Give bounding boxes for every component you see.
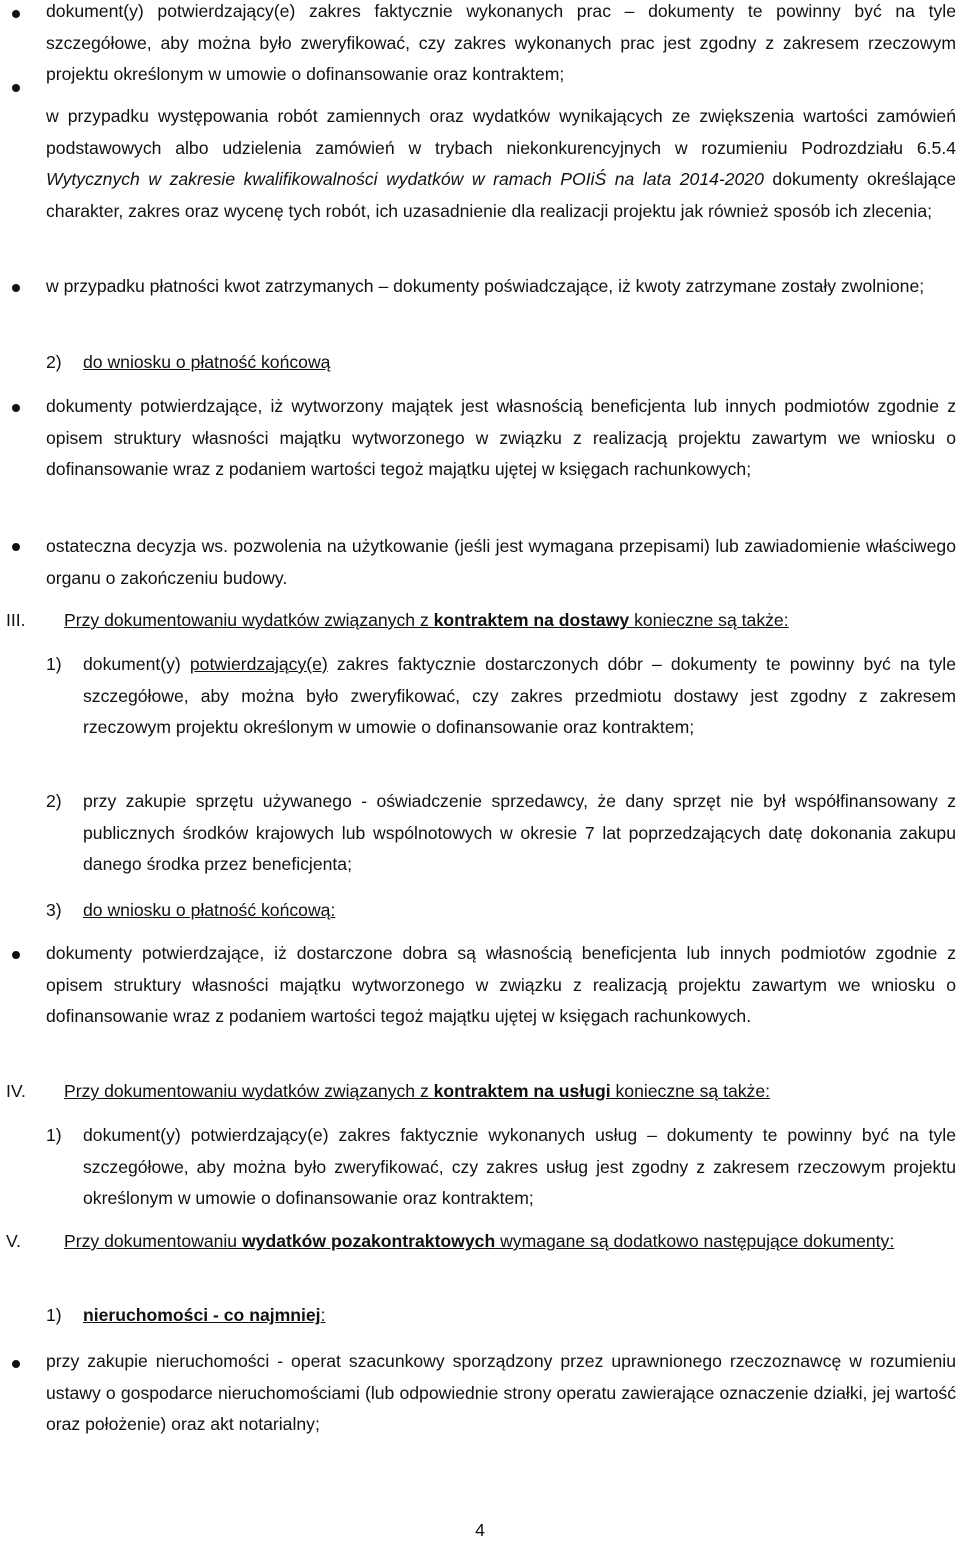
final-payment-heading: do wniosku o płatność końcową: [83, 352, 331, 372]
final-payment-heading: do wniosku o płatność końcową:: [83, 900, 336, 920]
bullet-marker: [12, 543, 20, 551]
paragraph-text: dokument(y): [83, 654, 190, 674]
heading-text: Przy dokumentowaniu wydatków związanych z: [64, 610, 434, 630]
list-number: 1): [46, 1305, 62, 1325]
bullet-marker: [12, 284, 20, 292]
heading-text: Przy dokumentowaniu wydatków związanych z: [64, 1081, 434, 1101]
paragraph-real-estate: [46, 1346, 956, 1441]
paragraph-text: dokument(y) potwierdzający(e) zakres faktycznie wykonanych usług – dokumenty te powinny być na tyle szczegółowe, aby można było zweryfikować, czy zakres usług jest zgodny z zakresem rzeczowym projektu określonym w umowie o dofinansowanie oraz kontraktem;: [83, 1125, 956, 1208]
expense-type: wydatków pozakontraktowych: [241, 1231, 496, 1251]
paragraph-text: przy zakupie nieruchomości - operat szacunkowy sporządzony przez uprawnionego rzeczoznawcę w rozumieniu ustawy o gospodarce nieruchomościami (lub odpowiednie strony operatu zawierające oznaczenie działki, jej wartość oraz położenie) oraz akt notarialny;: [46, 1351, 956, 1434]
paragraph-completed-works: [46, 0, 956, 91]
heading-text: nieruchomości - co najmniej: [83, 1305, 321, 1325]
paragraph-text: dokumenty potwierdzające, iż dostarczone dobra są własnością beneficjenta lub innych podmiotów zgodnie z opisem struktury własności majątku wytworzonego w związku z realizacją projektu zawartym we wniosku o dofinansowanie wraz z podaniem wartości tegoż majątku ujętej w księgach rachunkowych.: [46, 943, 956, 1026]
section-heading-noncontract: [64, 1226, 956, 1258]
paragraph-supplied-goods: [83, 649, 956, 744]
list-number: 2): [46, 352, 62, 372]
heading-text: konieczne są także:: [629, 610, 789, 630]
paragraph-text: przy zakupie sprzętu używanego - oświadczenie sprzedawcy, że dany sprzęt nie był współfinansowany z publicznych środków krajowych lub wspólnotowych w okresie 7 lat poprzedzających datę dokonania zakupu danego środka przez beneficjenta;: [83, 791, 956, 874]
heading-text: :: [320, 1305, 326, 1325]
heading-text: konieczne są także:: [610, 1081, 771, 1101]
bullet-marker: [12, 84, 20, 92]
heading-text: Przy dokumentowaniu: [64, 1231, 242, 1251]
heading-text: wymagane są dodatkowo następujące dokumenty:: [495, 1231, 895, 1251]
section-heading-services: [64, 1076, 770, 1108]
list-number: 1): [46, 1125, 62, 1145]
list-number: 2): [46, 791, 62, 811]
paragraph-substitute-works: [46, 101, 956, 227]
contract-type: kontraktem na usługi: [433, 1081, 611, 1101]
section-number: V.: [6, 1231, 22, 1251]
paragraph-goods-ownership: [46, 938, 956, 1033]
bullet-marker: [12, 10, 20, 18]
bullet-marker: [12, 951, 20, 959]
section-heading-supplies: [64, 605, 789, 637]
paragraph-used-equipment: [83, 786, 956, 881]
list-number: 3): [46, 900, 62, 920]
guidelines-title: Wytycznych w zakresie kwalifikowalności wydatków w ramach POIiŚ na lata 2014-2020: [46, 169, 764, 189]
paragraph-text: dokument(y) potwierdzający(e) zakres faktycznie wykonanych prac – dokumenty te powinny być na tyle szczegółowe, aby można było zweryfikować, czy zakres wykonanych prac jest zgodny z zakresem rzeczowym projektu określonym w umowie o dofinansowanie oraz kontraktem;: [46, 1, 956, 84]
bullet-marker: [12, 404, 20, 412]
paragraph-text: w przypadku występowania robót zamiennych oraz wydatków wynikających ze zwiększenia wartości zamówień podstawowych albo udzielenia zamówień w trybach niekonkurencyjnych w rozumieniu Podrozdziału 6.5.4: [46, 106, 956, 158]
paragraph-services-performed: [83, 1120, 956, 1215]
page-number: 4: [475, 1520, 485, 1540]
paragraph-retained-amounts: [46, 271, 956, 303]
list-number: 1): [46, 654, 62, 674]
paragraph-text: dokumenty potwierdzające, iż wytworzony majątek jest własnością beneficjenta lub innych podmiotów zgodnie z opisem struktury własności majątku wytworzonego w związku z realizacją projektu zawartym we wniosku o dofinansowanie wraz z podaniem wartości tegoż majątku ujętej w księgach rachunkowych;: [46, 396, 956, 479]
bullet-marker: [12, 1360, 20, 1368]
paragraph-ownership: [46, 391, 956, 486]
paragraph-text: ostateczna decyzja ws. pozwolenia na użytkowanie (jeśli jest wymagana przepisami) lub zawiadomienie właściwego organu o zakończeniu budowy.: [46, 536, 956, 588]
paragraph-text: dokumenty określające charakter, zakres oraz wycenę tych robót, ich uzasadnienie dla realizacji projektu jak również sposób ich zlecenia;: [46, 169, 956, 221]
paragraph-text: zakres faktycznie dostarczonych dóbr – dokumenty te powinny być na tyle szczegółowe, aby można było zweryfikować, czy zakres przedmiotu dostawy jest zgodny z zakresem rzeczowym projektu określonym w umowie o dofinansowanie oraz kontraktem;: [83, 654, 956, 737]
section-number: IV.: [6, 1081, 26, 1101]
real-estate-heading: [83, 1300, 325, 1332]
contract-type: kontraktem na dostawy: [433, 610, 630, 630]
paragraph-text: w przypadku płatności kwot zatrzymanych – dokumenty poświadczające, iż kwoty zatrzymane zostały zwolnione;: [46, 276, 925, 296]
section-number: III.: [6, 610, 26, 630]
paragraph-final-decision: [46, 531, 956, 594]
paragraph-text: potwierdzający(e): [189, 654, 328, 674]
